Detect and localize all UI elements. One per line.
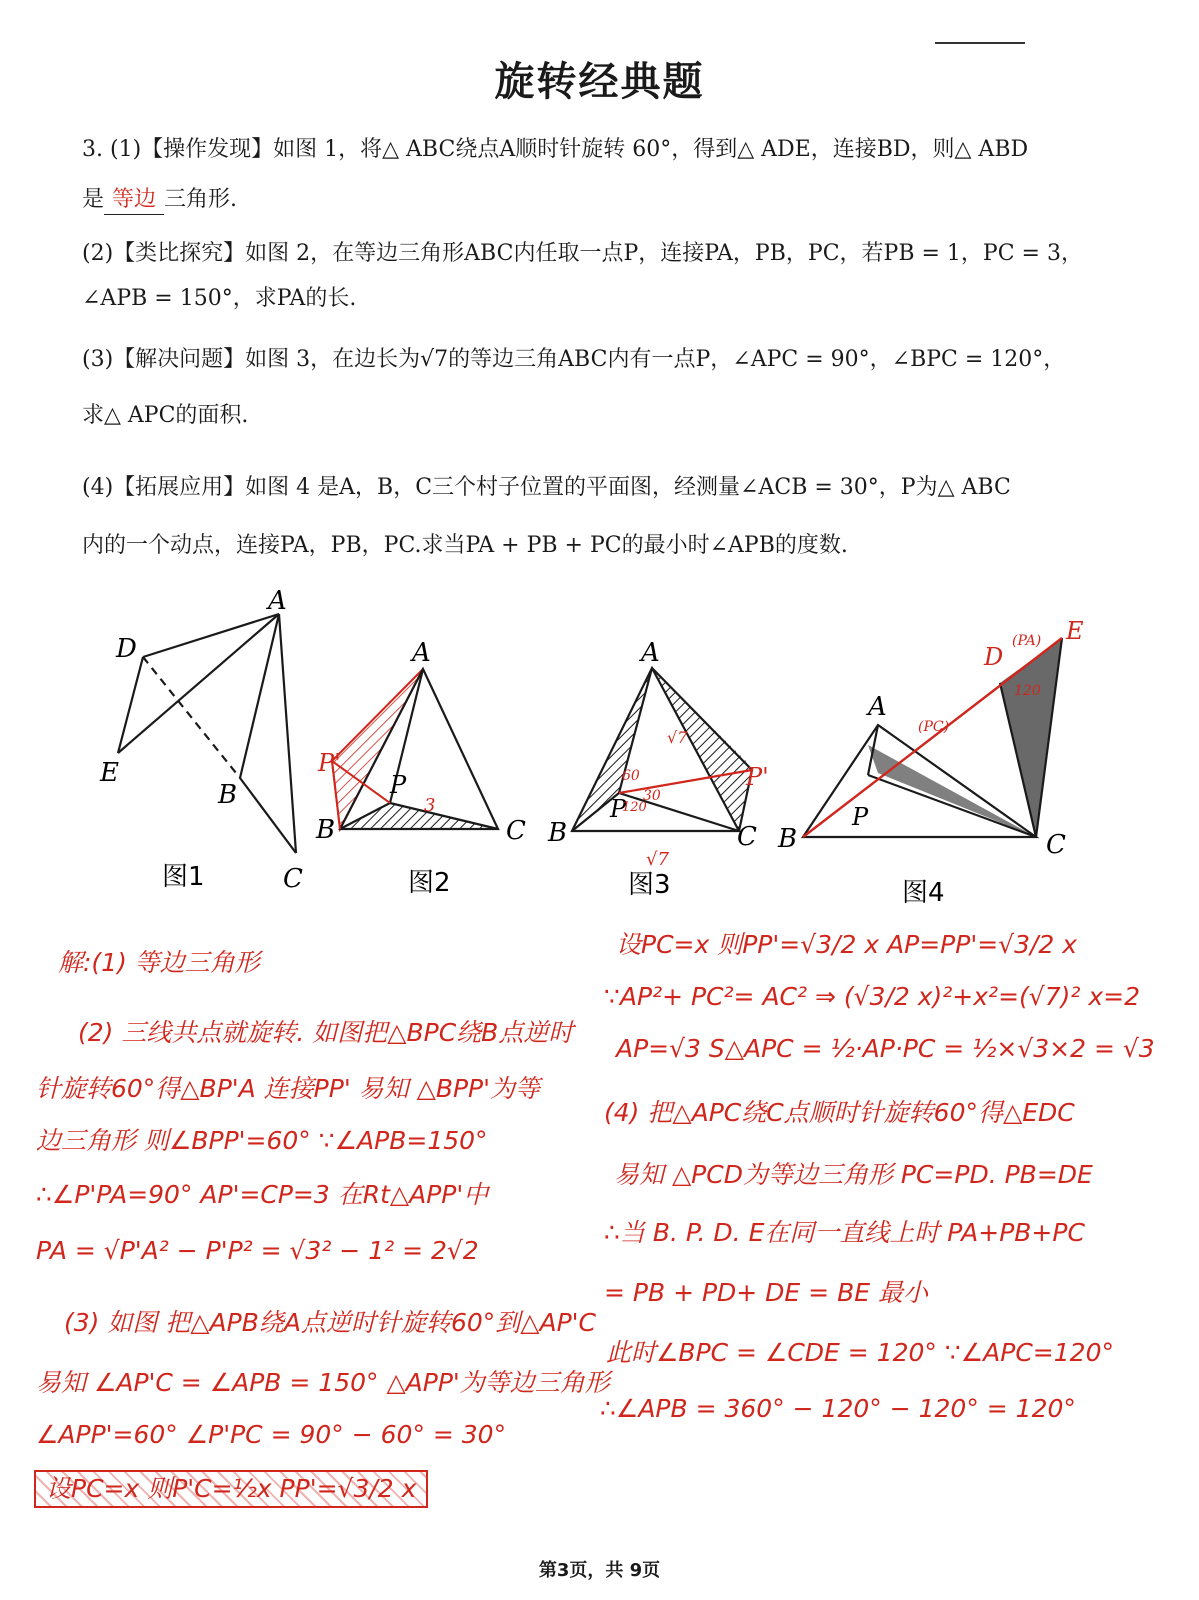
solution-right-6: ∴当 B. P. D. E在同一直线上时 PA+PB+PC xyxy=(604,1218,1085,1247)
solution-3-boxed-note: 设PC=x 则P'C=½x PP'=√3/2 x xyxy=(34,1470,428,1508)
fig3-label-C: C xyxy=(737,822,757,852)
solution-right-2: ∵AP²+ PC²= AC² ⇒ (√3/2 x)²+x²=(√7)² x=2 xyxy=(604,982,1140,1011)
fig3-angle-60: 60 xyxy=(622,768,640,784)
fig2-caption: 图2 xyxy=(408,868,451,898)
question-1-prefix: 是 xyxy=(82,187,105,212)
solution-3-line1: (3) 如图 把△APB绕A点逆时针旋转60°到△AP'C xyxy=(64,1308,597,1337)
fig2-label-C: C xyxy=(506,816,526,846)
question-1-line1: 3. (1)【操作发现】如图 1，将△ ABC绕点A顺时针旋转 60°，得到△ ADE，连接BD，则△ ABD xyxy=(82,137,1029,162)
solution-3-line2: 易知 ∠AP'C = ∠APB = 150° △APP'为等边三角形 xyxy=(36,1368,610,1397)
fig1-label-C: C xyxy=(283,864,303,894)
fig3-ap-mark: √7 xyxy=(667,728,688,747)
fig3-side-mark: √7 xyxy=(646,849,669,870)
fig4-label-E: E xyxy=(1066,617,1084,645)
question-3-line1: (3)【解决问题】如图 3，在边长为√7的等边三角ABC内有一点P，∠APC = 90°，∠BPC = 120°， xyxy=(82,347,1066,372)
solution-right-7: = PB + PD+ DE = BE 最小 xyxy=(604,1278,928,1307)
fig4-label-P: P xyxy=(852,803,869,831)
question-2-line1: (2)【类比探究】如图 2，在等边三角形ABC内任取一点P，连接PA，PB，PC，若PB = 1，PC = 3， xyxy=(82,241,1083,266)
figure-3 xyxy=(572,668,752,831)
fig2-label-A: A xyxy=(412,638,431,668)
fig2-label-P: P xyxy=(390,771,407,799)
question-1-suffix: 三角形. xyxy=(164,187,238,212)
fig4-pa-mark: (PA) xyxy=(1012,633,1042,649)
answer-blank[interactable]: 等边 xyxy=(104,186,164,215)
page-number: 第3页，共 9页 xyxy=(538,1560,661,1581)
fig1-label-A: A xyxy=(268,586,287,616)
question-4-line1: (4)【拓展应用】如图 4 是A，B，C三个村子位置的平面图，经测量∠ACB = 30°，P为△ ABC xyxy=(82,475,1011,500)
solution-2-line1: (2) 三线共点就旋转. 如图把△BPC绕B点逆时 xyxy=(78,1018,574,1047)
fig4-caption: 图4 xyxy=(902,878,945,908)
fig3-label-A: A xyxy=(641,638,660,668)
fig1-label-E: E xyxy=(100,758,119,788)
figure-4 xyxy=(803,638,1062,837)
solution-2-line5: PA = √P'A² − P'P² = √3² − 1² = 2√2 xyxy=(36,1236,479,1265)
solution-right-8: 此时∠BPC = ∠CDE = 120° ∵∠APC=120° xyxy=(606,1338,1114,1367)
solution-2-line2: 针旋转60°得△BP'A 连接PP' 易知 △BPP'为等 xyxy=(36,1074,541,1103)
fig1-label-B: B xyxy=(218,780,238,810)
page-title: 旋转经典题 xyxy=(494,59,705,105)
question-4-line2: 内的一个动点，连接PA，PB，PC.求当PA + PB + PC的最小时∠APB的度数. xyxy=(82,533,848,558)
fig4-label-D: D xyxy=(984,643,1004,671)
fig3-caption: 图3 xyxy=(628,870,671,900)
question-1-line2 xyxy=(82,186,1112,215)
fig4-label-C: C xyxy=(1046,830,1066,860)
fig2-segment-label: 3 xyxy=(424,795,436,816)
question-3-line2: 求△ APC的面积. xyxy=(82,403,249,428)
figures-panel xyxy=(0,575,1199,915)
fig2-label-P-prime: P' xyxy=(318,749,341,777)
fig4-pc-mark: (PC) xyxy=(918,719,950,735)
fig1-caption: 图1 xyxy=(162,862,205,892)
fig4-angle-120: 120 xyxy=(1014,683,1041,699)
solution-right-5: 易知 △PCD为等边三角形 PC=PD. PB=DE xyxy=(614,1160,1093,1189)
fig4-label-A: A xyxy=(868,692,887,722)
solution-2-line3: 边三角形 则∠BPP'=60° ∵∠APB=150° xyxy=(36,1126,488,1155)
solution-right-4: (4) 把△APC绕C点顺时针旋转60°得△EDC xyxy=(604,1098,1075,1127)
fig3-label-P: P xyxy=(610,795,627,823)
fig4-label-B: B xyxy=(778,824,798,854)
figure-2 xyxy=(332,669,498,829)
solution-2-line4: ∴∠P'PA=90° AP'=CP=3 在Rt△APP'中 xyxy=(36,1180,489,1209)
question-2-line2: ∠APB = 150°，求PA的长. xyxy=(82,286,357,311)
solution-1: 解:(1) 等边三角形 xyxy=(58,948,260,977)
fig1-label-D: D xyxy=(116,634,137,664)
solution-right-1: 设PC=x 则PP'=√3/2 x AP=PP'=√3/2 x xyxy=(616,930,1078,959)
fig3-label-B: B xyxy=(548,818,568,848)
fig2-label-B: B xyxy=(316,815,336,845)
solution-3-line3: ∠APP'=60° ∠P'PC = 90° − 60° = 30° xyxy=(36,1420,507,1449)
figure-1 xyxy=(118,614,296,853)
header-rule xyxy=(935,42,1025,44)
solution-right-9: ∴∠APB = 360° − 120° − 120° = 120° xyxy=(600,1394,1076,1423)
fig3-label-P-prime: P' xyxy=(746,763,769,791)
fig3-angle-120: 120 xyxy=(622,800,647,815)
solution-right-3: AP=√3 S△APC = ½·AP·PC = ½×√3×2 = √3 xyxy=(616,1034,1155,1063)
fig3-angle-30: 30 xyxy=(643,788,661,804)
